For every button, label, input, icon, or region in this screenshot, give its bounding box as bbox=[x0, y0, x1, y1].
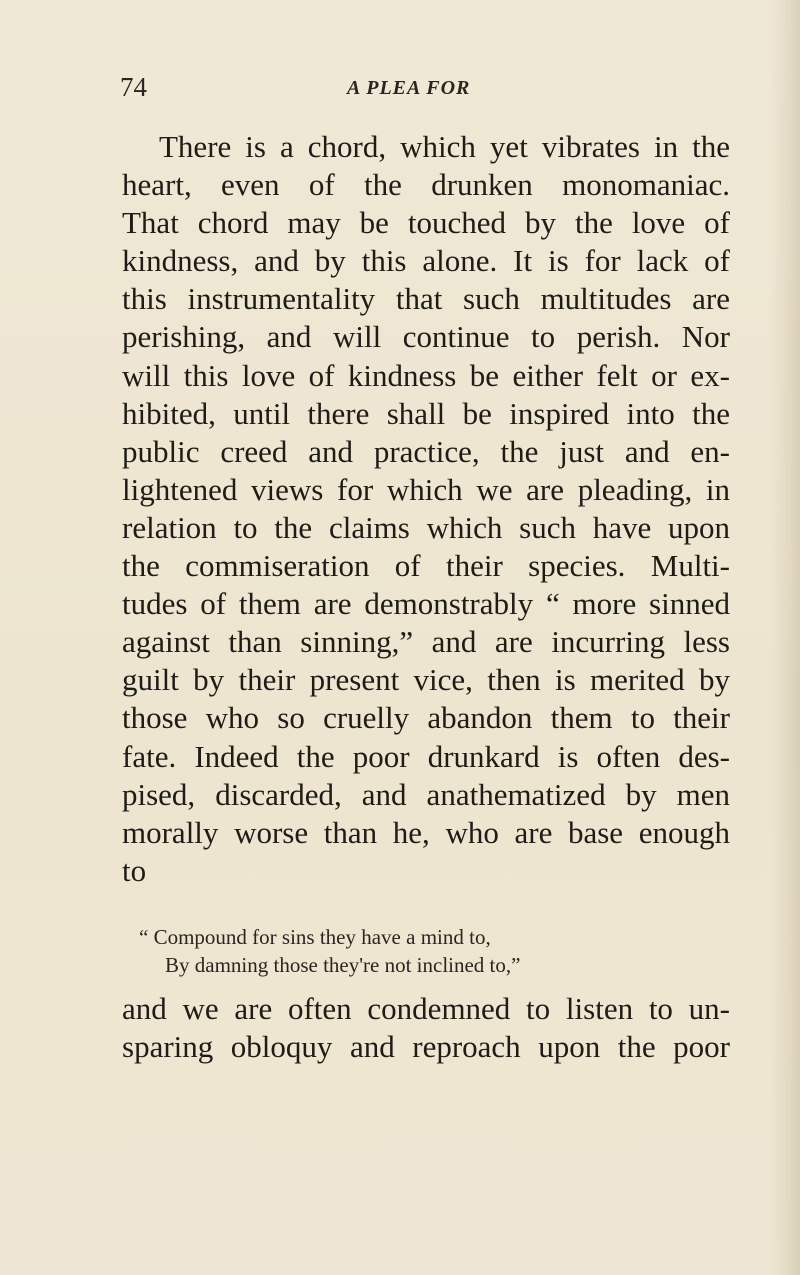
text-line: against than sinning,” and are incurring less bbox=[122, 624, 730, 660]
running-head bbox=[0, 70, 800, 104]
text-line: pised, discarded, and anathematized by men bbox=[122, 776, 730, 812]
quotation-line: “ Compound for sins they have a mind to, bbox=[139, 925, 491, 949]
text-line: morally worse than he, who are base enough bbox=[122, 814, 730, 850]
text-line: and we are often condemned to listen to un- bbox=[122, 991, 730, 1026]
text-line: this instrumentality that such multitudes are bbox=[122, 281, 730, 317]
closing-paragraph bbox=[122, 990, 730, 1066]
text-line: will this love of kindness be either felt or ex- bbox=[122, 357, 730, 393]
text-line: hibited, until there shall be inspired into the bbox=[122, 395, 730, 431]
running-head-title: A PLEA FOR bbox=[347, 77, 471, 99]
page-number: 74 bbox=[120, 72, 147, 102]
text-line: those who so cruelly abandon them to their bbox=[122, 700, 730, 736]
text-line: guilt by their present vice, then is merited by bbox=[122, 662, 730, 698]
text-line: public creed and practice, the just and en- bbox=[122, 433, 730, 469]
text-line: kindness, and by this alone. It is for lack of bbox=[122, 243, 730, 279]
text-line: lightened views for which we are pleading, in bbox=[122, 471, 730, 507]
text-line: tudes of them are demonstrably “ more sinned bbox=[122, 586, 730, 622]
text-line: perishing, and will continue to perish. Nor bbox=[122, 319, 730, 355]
text-line: sparing obloquy and reproach upon the poor bbox=[122, 1029, 730, 1065]
text-line: fate. Indeed the poor drunkard is often des- bbox=[122, 738, 730, 774]
text-line: relation to the claims which such have upon bbox=[122, 509, 730, 545]
text-line: There is a chord, which yet vibrates in the bbox=[159, 129, 730, 164]
text-line: heart, even of the drunken monomaniac. bbox=[122, 167, 730, 203]
text-line: to bbox=[122, 852, 147, 888]
text-line: That chord may be touched by the love of bbox=[122, 205, 730, 241]
text-line: the commiseration of their species. Multi- bbox=[122, 548, 730, 584]
main-paragraph bbox=[122, 128, 730, 890]
quotation-line: By damning those they're not inclined to,” bbox=[165, 953, 521, 977]
verse-quotation bbox=[139, 923, 659, 979]
